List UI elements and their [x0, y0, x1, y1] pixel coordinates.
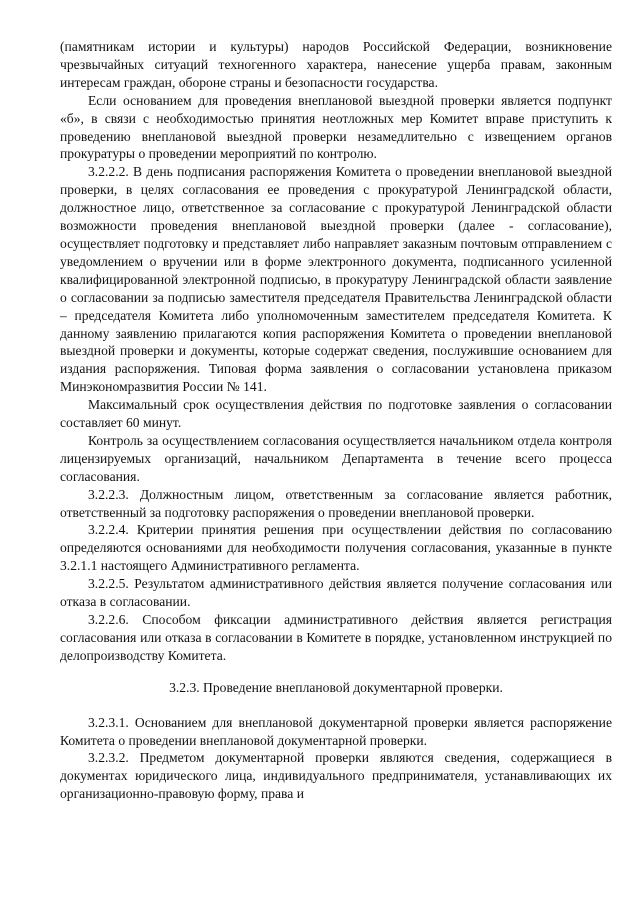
paragraph-3-2-3-2: 3.2.3.2. Предметом документарной проверки являются сведения, содержащиеся в документах юридического лица, индивидуального предпринимателя, устанавливающих их организационно-правовую форму, права и [60, 750, 612, 802]
section-heading-3-2-3: 3.2.3. Проведение внеплановой документарной проверки. [169, 679, 503, 695]
paragraph-subpoint-b: Если основанием для проведения внеплановой выездной проверки является подпункт «б», в связи с необходимостью принятия неотложных мер Комитет вправе приступить к проведению внеплановой выездной проверки незамедлительно с извещением органов прокуратуры о проведении мероприятий по контролю. [60, 92, 612, 162]
paragraph-continuation: (памятникам истории и культуры) народов Российской Федерации, возникновение чрезвычайных ситуаций техногенного характера, нанесение ущерба правам, законным интересам граждан, обороне страны и безопасности государства. [60, 39, 612, 90]
paragraph-3-2-2-4: 3.2.2.4. Критерии принятия решения при осуществлении действия по согласованию определяются основаниями для необходимости получения согласования, указанные в пункте 3.2.1.1 настоящего Административного регламента. [60, 522, 612, 574]
paragraph-3-2-2-3: 3.2.2.3. Должностным лицом, ответственным за согласование является работник, ответственный за подготовку распоряжения о проведении внеплановой проверки. [60, 486, 612, 520]
paragraph-3-2-3-1: 3.2.3.1. Основанием для внеплановой документарной проверки является распоряжение Комитета о проведении внеплановой документарной проверки. [60, 714, 612, 748]
document-body [60, 38, 612, 803]
paragraph-3-2-2-5: 3.2.2.5. Результатом административного действия является получение согласования или отказа в согласовании. [60, 576, 612, 610]
paragraph-control: Контроль за осуществлением согласования осуществляется начальником отдела контроля лицензируемых организаций, начальником Департамента в течение всего процесса согласования. [60, 432, 612, 484]
paragraph-3-2-2-2: 3.2.2.2. В день подписания распоряжения Комитета о проведении внеплановой выездной проверки, в целях согласования ее проведения с прокуратурой Ленинградской области, должностное лицо, ответственное за согласование с прокуратурой Ленинградской области возможности проведения внеплановой выездной проверки (далее - согласование), осуществляет подготовку и представляет либо направляет заказным почтовым отправлением с уведомлением о вручении или в форме электронного документа, подписанного усиленной квалифицированной электронной подписью, в прокуратуру Ленинградской области заявление о согласовании за подписью заместителя председателя Правительства Ленинградской области – председателя Комитета либо уполномоченным заместителем председателя Комитета. К данному заявлению прилагаются копия распоряжения Комитета о проведении внеплановой выездной проверки и документы, которые содержат сведения, послужившие основанием для издания распоряжения. Типовая форма заявления о согласовании установлена приказом Минэкономразвития России № 141. [60, 164, 612, 395]
paragraph-max-duration: Максимальный срок осуществления действия по подготовке заявления о согласовании составляет 60 минут. [60, 397, 612, 431]
paragraph-3-2-2-6: 3.2.2.6. Способом фиксации административного действия является регистрация согласования или отказа в согласовании в Комитете в порядке, установленном инструкцией по делопроизводству Комитета. [60, 612, 612, 663]
